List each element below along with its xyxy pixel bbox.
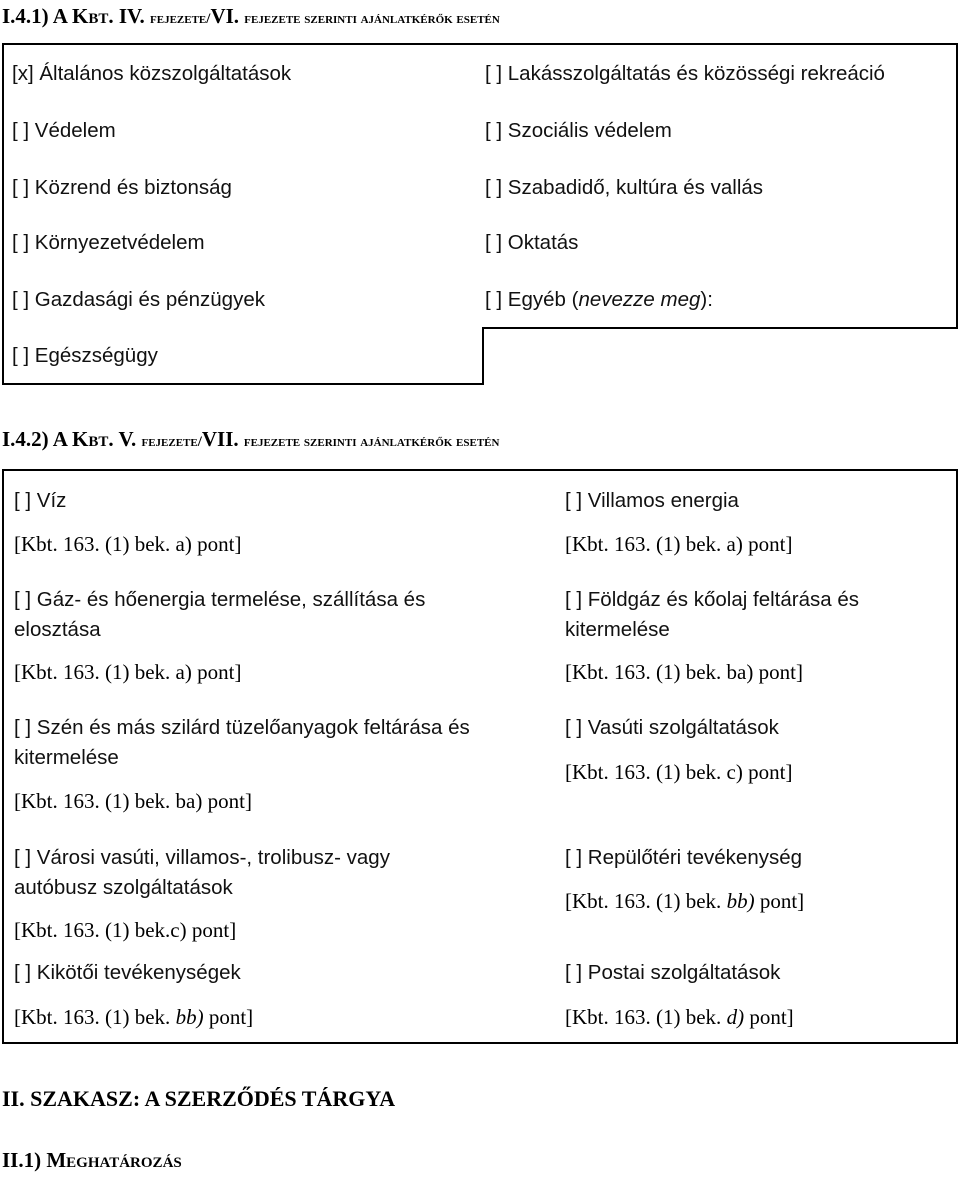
ref-szen: [Kbt. 163. (1) bek. ba) pont] bbox=[14, 789, 252, 813]
heading2-prefix: I.4.2) A bbox=[2, 427, 73, 451]
heading-rest: fejezete szerinti ajánlatkérők esetén bbox=[244, 11, 500, 27]
checkbox-foldgaz-line2: kitermelése bbox=[565, 618, 670, 641]
checkbox-foldgaz[interactable]: [ ] Földgáz és kőolaj feltárása és bbox=[565, 588, 859, 611]
checkbox-gaz[interactable]: [ ] Gáz- és hőenergia termelése, szállítása és bbox=[14, 588, 426, 611]
heading-fejezete: fejezete/ bbox=[150, 11, 211, 27]
ref-repulo-b: pont] bbox=[754, 889, 805, 913]
box1-inner-vborder bbox=[482, 327, 484, 385]
ref-gaz: [Kbt. 163. (1) bek. a) pont] bbox=[14, 660, 242, 684]
checkbox-gazdasagi[interactable]: [ ] Gazdasági és pénzügyek bbox=[12, 288, 265, 311]
heading2-kbt: Kbt bbox=[72, 427, 109, 451]
heading-prefix: I.4.1) A bbox=[2, 4, 73, 28]
checkbox-viz[interactable]: [ ] Víz bbox=[14, 489, 67, 512]
ref-kikoto-it: bb) bbox=[175, 1005, 204, 1029]
ref-repulo bbox=[565, 889, 804, 914]
checkbox-vedelem[interactable]: [ ] Védelem bbox=[12, 119, 116, 142]
heading-mid: . IV. bbox=[108, 4, 151, 28]
checkbox-vasuti[interactable]: [ ] Vasúti szolgáltatások bbox=[565, 716, 779, 739]
egyeb-paren-open: ( bbox=[571, 288, 579, 311]
checkbox-varosi[interactable]: [ ] Városi vasúti, villamos-, trolibusz- vagy bbox=[14, 846, 390, 869]
heading2-rest: fejezete szerinti ajánlatkérők esetén bbox=[243, 434, 500, 450]
ref-kikoto-b: pont] bbox=[203, 1005, 254, 1029]
section-ii-heading: II. SZAKASZ: A SZERZŐDÉS TÁRGYA bbox=[2, 1086, 396, 1111]
ref-varosi: [Kbt. 163. (1) bek.c) pont] bbox=[14, 918, 237, 942]
checkbox-szen[interactable]: [ ] Szén és más szilárd tüzelőanyagok feltárása és bbox=[14, 716, 470, 739]
ref-villamos: [Kbt. 163. (1) bek. a) pont] bbox=[565, 532, 793, 556]
box1-left-border bbox=[2, 43, 4, 385]
section-heading-i41 bbox=[2, 4, 500, 29]
checkbox-szabadido[interactable]: [ ] Szabadidő, kultúra és vallás bbox=[485, 176, 764, 199]
checkbox-oktatas[interactable]: [ ] Oktatás bbox=[485, 231, 579, 254]
egyeb-label: [ ] Egyéb bbox=[485, 288, 572, 311]
ref-kikoto-a: [Kbt. 163. (1) bek. bbox=[14, 1005, 176, 1029]
ref-postai-it: d) bbox=[726, 1005, 745, 1029]
heading-vi: VI. bbox=[210, 4, 245, 28]
checkbox-egyeb[interactable] bbox=[485, 288, 713, 312]
box1-top-border bbox=[2, 43, 958, 45]
checkbox-repulo[interactable]: [ ] Repülőtéri tevékenység bbox=[565, 846, 803, 869]
checkbox-kikoto[interactable]: [ ] Kikötői tevékenységek bbox=[14, 961, 241, 984]
egyeb-paren-close: ): bbox=[700, 288, 713, 311]
heading2-fejezete: fejezete/ bbox=[141, 434, 202, 450]
heading2-vii: VII. bbox=[201, 427, 244, 451]
checkbox-postai[interactable]: [ ] Postai szolgáltatások bbox=[565, 961, 781, 984]
ref-postai bbox=[565, 1005, 794, 1030]
box1-inner-hborder bbox=[482, 327, 958, 329]
ref-viz: [Kbt. 163. (1) bek. a) pont] bbox=[14, 532, 242, 556]
ref-repulo-it: bb) bbox=[726, 889, 755, 913]
ii1-prefix: II.1) bbox=[2, 1148, 47, 1172]
checkbox-kornyezetvedelem[interactable]: [ ] Környezetvédelem bbox=[12, 231, 205, 254]
checkbox-altalanos[interactable]: [x] Általános közszolgáltatások bbox=[12, 62, 292, 85]
section-ii1-heading bbox=[2, 1148, 182, 1173]
section-heading-i42 bbox=[2, 427, 499, 452]
checkbox-lakas[interactable]: [ ] Lakásszolgáltatás és közösségi rekreáció bbox=[485, 62, 885, 85]
ref-foldgaz: [Kbt. 163. (1) bek. ba) pont] bbox=[565, 660, 803, 684]
box1-bottom-border bbox=[2, 383, 484, 385]
checkbox-gaz-line2: elosztása bbox=[14, 618, 101, 641]
ref-repulo-a: [Kbt. 163. (1) bek. bbox=[565, 889, 727, 913]
heading2-mid: . V. bbox=[108, 427, 142, 451]
ref-postai-a: [Kbt. 163. (1) bek. bbox=[565, 1005, 727, 1029]
ref-vasuti: [Kbt. 163. (1) bek. c) pont] bbox=[565, 760, 793, 784]
checkbox-villamos[interactable]: [ ] Villamos energia bbox=[565, 489, 739, 512]
ref-postai-b: pont] bbox=[744, 1005, 794, 1029]
checkbox-szocialis[interactable]: [ ] Szociális védelem bbox=[485, 119, 672, 142]
checkbox-egeszsegugy[interactable]: [ ] Egészségügy bbox=[12, 344, 158, 367]
egyeb-italic: nevezze meg bbox=[578, 288, 701, 311]
ii1-rest: Meghatározás bbox=[46, 1148, 182, 1172]
heading-kbt: Kbt bbox=[72, 4, 109, 28]
box1-right-border bbox=[956, 43, 958, 329]
checkbox-szen-line2: kitermelése bbox=[14, 746, 119, 769]
checkbox-varosi-line2: autóbusz szolgáltatások bbox=[14, 876, 233, 899]
ref-kikoto bbox=[14, 1005, 253, 1030]
checkbox-kozrend[interactable]: [ ] Közrend és biztonság bbox=[12, 176, 232, 199]
